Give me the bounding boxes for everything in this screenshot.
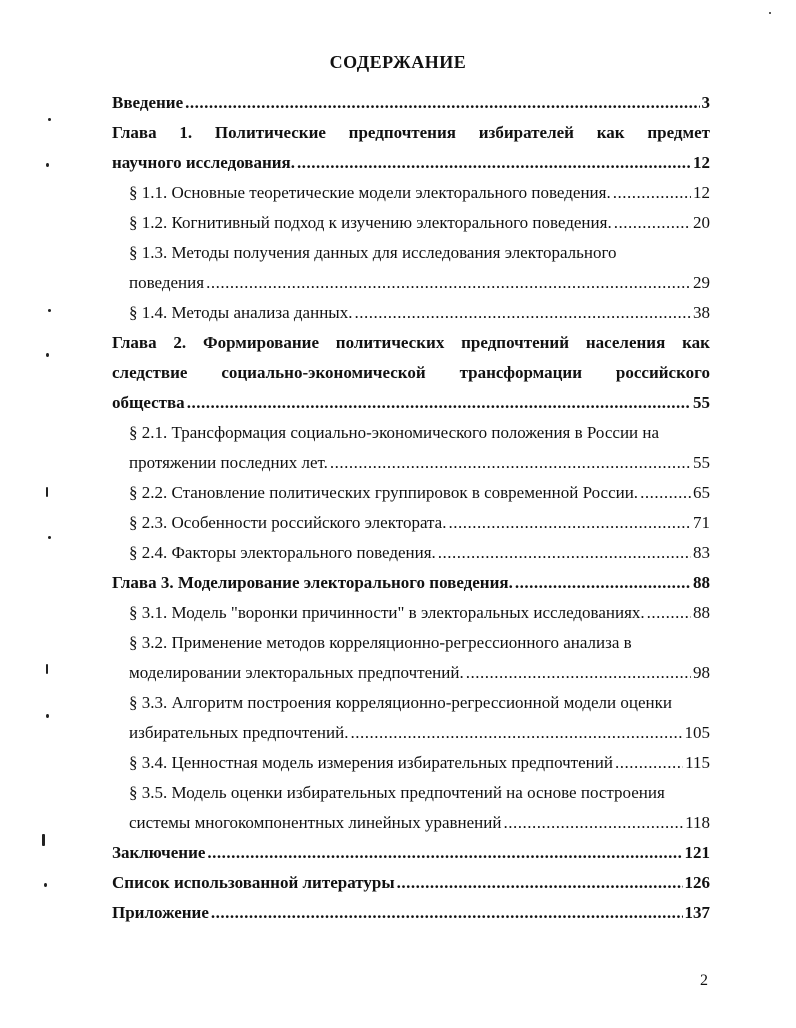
toc-entry-text: Список использованной литературы [112, 873, 395, 892]
dot-leader [185, 88, 699, 118]
page-title: СОДЕРЖАНИЕ [329, 52, 467, 72]
toc-entry-text: § 2.2. Становление политических группировок в современной России. [129, 483, 639, 502]
scan-speck [42, 834, 45, 846]
toc-entry-section-2-1 [112, 418, 710, 448]
word: Политические [214, 123, 326, 142]
scan-speck [46, 353, 49, 357]
word: 2. [173, 333, 187, 352]
toc-entry-appendix [112, 898, 710, 928]
dot-leader [503, 808, 683, 838]
toc-entry-text: моделировании электоральных предпочтений. [129, 663, 464, 682]
toc-entry-text: протяжении последних лет. [129, 453, 328, 472]
toc-entry-page: 55 [693, 453, 710, 472]
toc-entry-text: Введение [112, 93, 184, 112]
toc-entry-text: § 3.5. Модель оценки избирательных предпочтений на основе построения [129, 783, 665, 802]
toc-entry-text: системы многокомпонентных линейных уравнений [129, 813, 502, 832]
word: Глава [112, 123, 157, 142]
toc-entry-text [112, 118, 710, 148]
toc-entry-text: общества [112, 393, 185, 412]
scan-speck [46, 163, 49, 167]
dot-leader [466, 658, 691, 688]
toc-entry-page: 118 [685, 813, 710, 832]
toc-entry-section-3-3-cont [112, 718, 710, 748]
toc-entry-text: § 3.1. Модель "воронки причинности" в электоральных исследованиях. [129, 603, 645, 622]
toc-entry-text: § 3.2. Применение методов корреляционно-регрессионного анализа в [129, 633, 632, 652]
scan-speck [48, 536, 51, 539]
word: российского [615, 363, 710, 382]
toc-entry-page: 12 [693, 153, 710, 172]
toc-entry-text: § 2.4. Факторы электорального поведения. [129, 543, 436, 562]
toc-entry-text: § 1.3. Методы получения данных для исследования электорального [129, 243, 617, 262]
toc-entry-page: 65 [693, 483, 710, 502]
toc-entry-section-2-4 [112, 538, 710, 568]
toc-entry-text: § 2.1. Трансформация социально-экономического положения в России на [129, 423, 660, 442]
dot-leader [350, 718, 682, 748]
scan-speck [46, 714, 49, 718]
dot-leader [354, 298, 691, 328]
toc-entry-page: 55 [693, 393, 710, 412]
word: предпочтений [461, 333, 570, 352]
toc-entry-page: 126 [684, 873, 710, 892]
dot-leader [614, 208, 691, 238]
dot-leader [640, 478, 691, 508]
toc-entry-section-3-5 [112, 778, 710, 808]
toc-entry-page: 12 [693, 183, 710, 202]
toc-entry-section-2-2 [112, 478, 710, 508]
toc-entry-section-1-3 [112, 238, 710, 268]
toc-entry-chapter-2 [112, 328, 710, 358]
toc-entry-text [112, 358, 710, 388]
dot-leader [297, 148, 691, 178]
toc-entry-text [112, 328, 710, 358]
toc-entry-text: § 1.1. Основные теоретические модели электорального поведения. [129, 183, 611, 202]
toc-entry-section-3-2 [112, 628, 710, 658]
toc-entry-page: 88 [693, 573, 710, 592]
toc-entry-section-3-1 [112, 598, 710, 628]
toc-entry-text: § 3.3. Алгоритм построения корреляционно-регрессионной модели оценки [129, 693, 672, 712]
dot-leader [187, 388, 691, 418]
dot-leader [615, 748, 683, 778]
scan-speck [48, 118, 51, 121]
toc-entry-section-1-1 [112, 178, 710, 208]
word: населения [585, 333, 666, 352]
toc-entry-section-3-4 [112, 748, 710, 778]
toc-entry-text: § 1.2. Когнитивный подход к изучению электорального поведения. [129, 213, 612, 232]
toc-entry-page: 88 [693, 603, 710, 622]
toc-entry-literature [112, 868, 710, 898]
page-number: 2 [700, 972, 708, 989]
toc-entry-text: избирательных предпочтений. [129, 723, 349, 742]
scan-speck [44, 883, 47, 887]
toc-entry-page: 105 [684, 723, 710, 742]
toc-entry-text: Глава 3. Моделирование электорального поведения. [112, 573, 513, 592]
toc-entry-text: Приложение [112, 903, 209, 922]
dot-leader [438, 538, 691, 568]
toc-entry-chapter-2-cont [112, 358, 710, 388]
toc-entry-page: 3 [701, 93, 710, 112]
toc-entry-page: 83 [693, 543, 710, 562]
toc-entry-section-2-1-cont [112, 448, 710, 478]
word: социально-экономической [221, 363, 426, 382]
word: политических [335, 333, 445, 352]
toc-entry-section-3-5-cont [112, 808, 710, 838]
scan-speck [46, 487, 48, 497]
toc-entry-section-1-3-cont [112, 268, 710, 298]
scan-speck [769, 12, 771, 14]
toc-entry-section-1-4 [112, 298, 710, 328]
word: предпочтения [348, 123, 456, 142]
word: трансформации [459, 363, 582, 382]
toc-entry-introduction [112, 88, 710, 118]
toc-entry-page: 98 [693, 663, 710, 682]
scan-speck [46, 664, 48, 674]
dot-leader [207, 838, 682, 868]
word: 1. [179, 123, 193, 142]
toc-entry-chapter-2-cont2 [112, 388, 710, 418]
toc-entry-page: 71 [693, 513, 710, 532]
dot-leader [206, 268, 691, 298]
dot-leader [647, 598, 691, 628]
word: Глава [112, 333, 157, 352]
toc-entry-text: § 1.4. Методы анализа данных. [129, 303, 353, 322]
toc-entry-chapter-1 [112, 118, 710, 148]
toc-entry-text: Заключение [112, 843, 206, 862]
word: как [682, 333, 710, 352]
toc-entry-text: научного исследования. [112, 153, 295, 172]
toc-entry-page: 121 [684, 843, 710, 862]
word: следствие [112, 363, 188, 382]
word: как [596, 123, 625, 142]
toc-entry-chapter-3 [112, 568, 710, 598]
toc-entry-section-1-2 [112, 208, 710, 238]
dot-leader [613, 178, 691, 208]
scan-speck [48, 309, 51, 312]
toc-entry-text: поведения [129, 273, 205, 292]
word: предмет [647, 123, 710, 142]
toc-entry-page: 29 [693, 273, 710, 292]
toc-entry-section-2-3 [112, 508, 710, 538]
word: избирателей [478, 123, 574, 142]
toc-entry-page: 20 [693, 213, 710, 232]
toc-entry-page: 115 [685, 753, 710, 772]
dot-leader [330, 448, 691, 478]
dot-leader [448, 508, 691, 538]
table-of-contents [112, 88, 710, 928]
word: Формирование [202, 333, 319, 352]
dot-leader [211, 898, 683, 928]
toc-entry-section-3-2-cont [112, 658, 710, 688]
toc-entry-conclusion [112, 838, 710, 868]
dot-leader [515, 568, 691, 598]
toc-entry-section-3-3 [112, 688, 710, 718]
dot-leader [397, 868, 683, 898]
toc-entry-page: 38 [693, 303, 710, 322]
toc-entry-text: § 2.3. Особенности российского электората. [129, 513, 447, 532]
toc-entry-page: 137 [684, 903, 710, 922]
toc-entry-chapter-1-cont [112, 148, 710, 178]
toc-entry-text: § 3.4. Ценностная модель измерения избирательных предпочтений [129, 753, 613, 772]
